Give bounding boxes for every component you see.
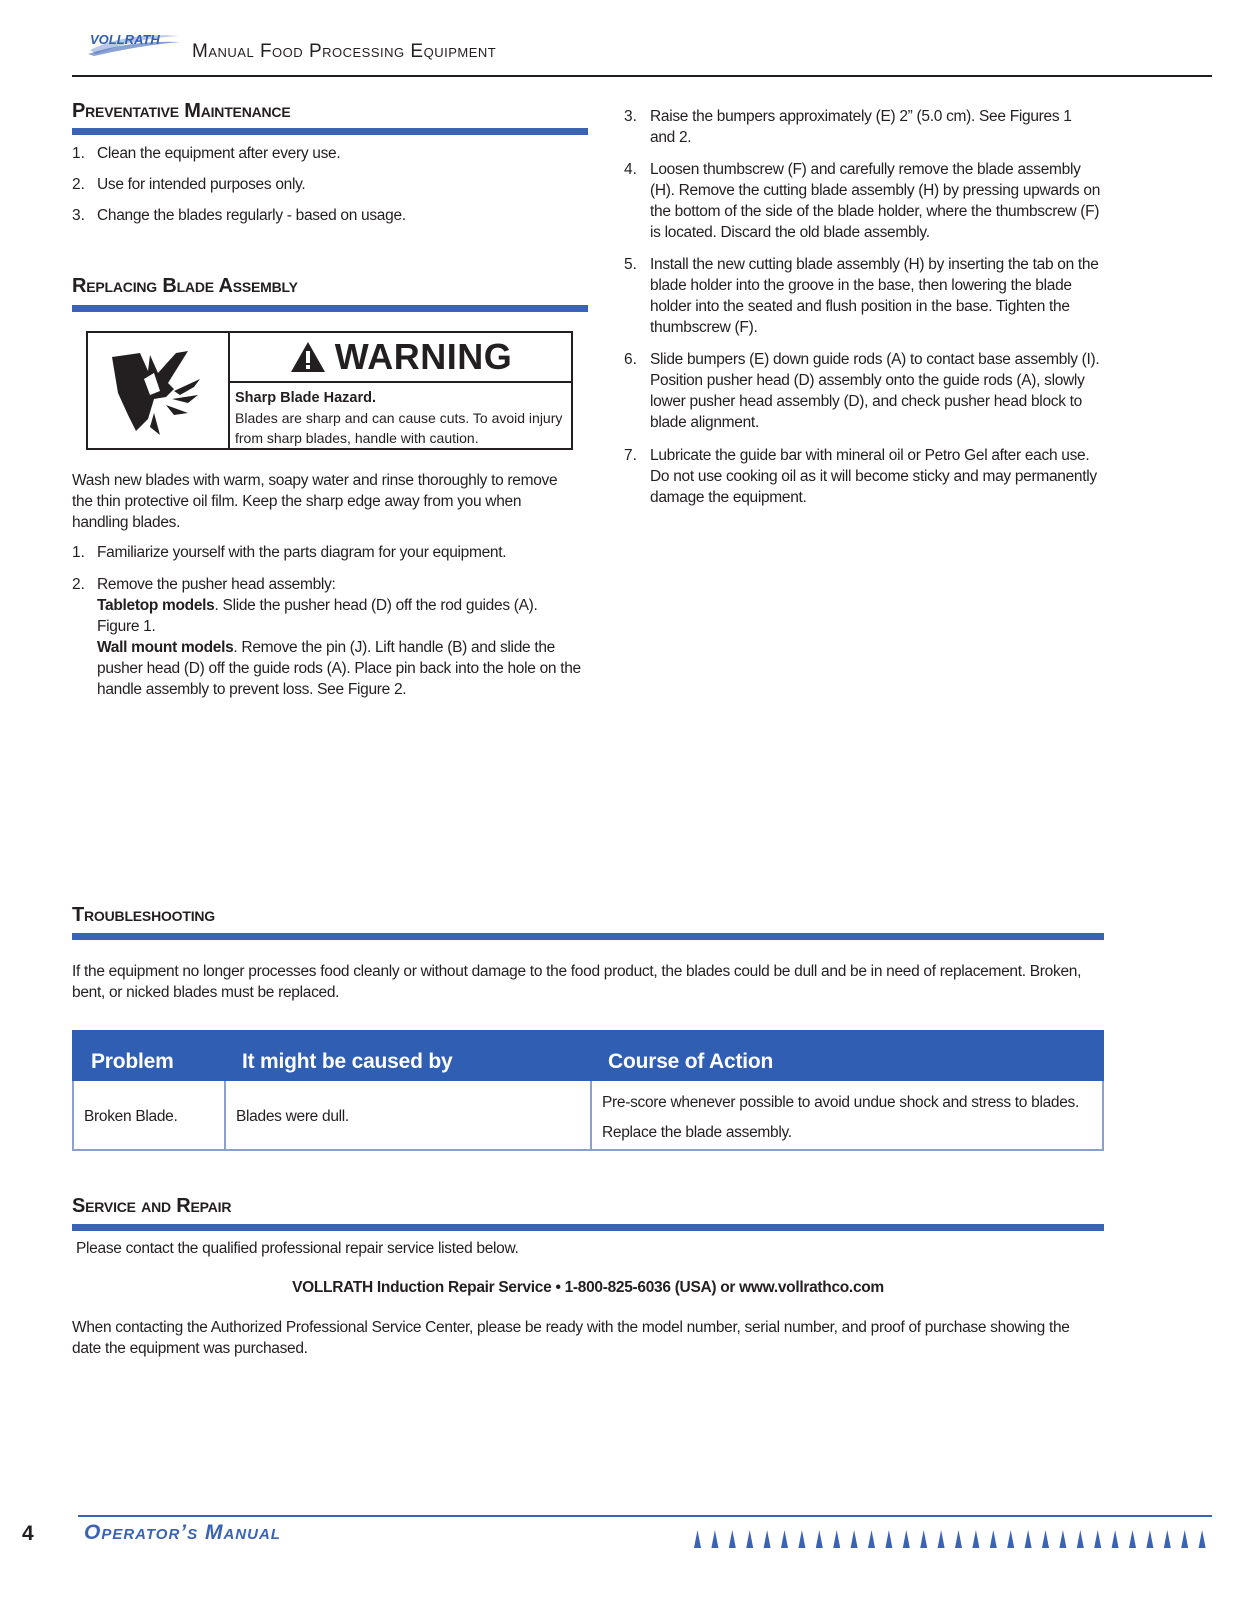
list-item: Change the blades regularly - based on usage. bbox=[97, 207, 406, 224]
list-item: Use for intended purposes only. bbox=[97, 176, 306, 193]
list-number: 3. bbox=[624, 108, 637, 125]
warning-header bbox=[230, 333, 571, 383]
list-item bbox=[97, 574, 581, 700]
wall-mount-text: . Remove the pin (J). Lift handle (B) and slide the pusher head (D) off the guide rods (A). Place pin back into the hole on the handle assembly to prevent loss. See Figure 2. bbox=[97, 639, 581, 698]
section-title-troubleshooting: Troubleshooting bbox=[72, 904, 215, 926]
list-item: Install the new cutting blade assembly (H) by inserting the tab on the blade holder into the groove in the base, then lowering the blade holder into the seated and flush position in the base. Tighten the thumbscrew (F). bbox=[650, 256, 1099, 336]
list-item: Slide bumpers (E) down guide rods (A) to contact base assembly (I). Position pusher head (D) assembly onto the guide rods (A), slowly lower pusher head assembly (D), and check pusher head block to blade alignment. bbox=[650, 351, 1100, 431]
footer-triangle bbox=[1077, 1530, 1084, 1548]
footer-triangle bbox=[1007, 1530, 1014, 1548]
footer-triangle bbox=[885, 1530, 892, 1548]
footer-triangle bbox=[972, 1530, 979, 1548]
column-divider bbox=[590, 1081, 592, 1149]
column-divider bbox=[224, 1081, 226, 1149]
footer-rule bbox=[78, 1515, 1212, 1517]
table-row bbox=[72, 1081, 1104, 1151]
footer-triangle bbox=[1164, 1530, 1171, 1548]
list-item: Raise the bumpers approximately (E) 2” (5.0 cm). See Figures 1 and 2. bbox=[650, 108, 1072, 146]
footer-triangle bbox=[816, 1530, 823, 1548]
list-number: 1. bbox=[72, 544, 85, 561]
cell-action: Replace the blade assembly. bbox=[602, 1124, 792, 1141]
footer-triangle bbox=[1112, 1530, 1119, 1548]
list-number: 7. bbox=[624, 447, 637, 464]
list-item: Loosen thumbscrew (F) and carefully remove the blade assembly (H). Remove the cutting blade assembly (H) by pressing upwards on the bottom of the side of the blade holder, where the thumbscrew (F) is located. Discard the old blade assembly. bbox=[650, 161, 1101, 241]
header-title: Manual Food Processing Equipment bbox=[192, 41, 497, 62]
page-number: 4 bbox=[22, 1522, 34, 1545]
footer-triangle bbox=[1129, 1530, 1136, 1548]
blade-intro-text: Wash new blades with warm, soapy water and rinse thoroughly to remove the thin protective oil film. Keep the sharp edge away from you when handling blades. bbox=[72, 472, 558, 531]
warning-triangle-icon bbox=[289, 340, 327, 374]
section-rule bbox=[72, 128, 588, 135]
footer-triangle bbox=[1059, 1530, 1066, 1548]
footer-triangle bbox=[833, 1530, 840, 1548]
section-title-replacing-blade: Replacing Blade Assembly bbox=[72, 275, 298, 297]
section-rule bbox=[72, 933, 1104, 940]
list-item: Clean the equipment after every use. bbox=[97, 145, 341, 162]
tabletop-label: Tabletop models bbox=[97, 597, 215, 614]
footer-triangle bbox=[764, 1530, 771, 1548]
list-number: 6. bbox=[624, 351, 637, 368]
list-number: 1. bbox=[72, 145, 85, 162]
section-title-service: Service and Repair bbox=[72, 1195, 232, 1217]
list-number: 5. bbox=[624, 256, 637, 273]
logo-text: VOLLRATH bbox=[90, 32, 160, 47]
footer-title: Operator’s Manual bbox=[84, 1521, 281, 1544]
warning-box bbox=[86, 331, 573, 450]
footer-triangle bbox=[1199, 1530, 1206, 1548]
column-header-action: Course of Action bbox=[608, 1050, 774, 1073]
section-title-preventative-maintenance: Preventative Maintenance bbox=[72, 100, 291, 122]
list-item: Lubricate the guide bar with mineral oil or Petro Gel after each use. Do not use cooking oil as it will become sticky and may permanently damage the equipment. bbox=[650, 447, 1097, 506]
column-header-problem: Problem bbox=[91, 1050, 174, 1073]
service-contact-info: VOLLRATH Induction Repair Service • 1-800-825-6036 (USA) or www.vollrathco.com bbox=[292, 1279, 884, 1296]
footer-triangle bbox=[746, 1530, 753, 1548]
step-text: Remove the pusher head assembly: bbox=[97, 576, 336, 593]
footer-triangle bbox=[903, 1530, 910, 1548]
footer-triangle bbox=[798, 1530, 805, 1548]
cell-action: Pre-score whenever possible to avoid undue shock and stress to blades. bbox=[602, 1094, 1080, 1111]
warning-icon-cell bbox=[88, 333, 230, 448]
footer-triangle bbox=[1094, 1530, 1101, 1548]
troubleshooting-table bbox=[72, 1030, 1104, 1151]
footer-triangle bbox=[920, 1530, 927, 1548]
footer-triangle bbox=[694, 1530, 701, 1548]
footer-triangle bbox=[729, 1530, 736, 1548]
footer-triangle bbox=[1042, 1530, 1049, 1548]
service-contact-intro: Please contact the qualified professional repair service listed below. bbox=[76, 1240, 519, 1257]
header-rule bbox=[72, 75, 1212, 77]
warning-word: WARNING bbox=[334, 336, 513, 377]
footer-triangle bbox=[990, 1530, 997, 1548]
footer-triangle bbox=[1025, 1530, 1032, 1548]
hazard-text: Blades are sharp and can cause cuts. To avoid injury from sharp blades, handle with caution. bbox=[235, 410, 563, 446]
footer-triangle bbox=[955, 1530, 962, 1548]
footer-triangle bbox=[938, 1530, 945, 1548]
cut-hand-hazard-icon bbox=[88, 333, 228, 448]
footer-triangle bbox=[781, 1530, 788, 1548]
section-rule bbox=[72, 305, 588, 312]
footer-triangle bbox=[851, 1530, 858, 1548]
service-instructions: When contacting the Authorized Professional Service Center, please be ready with the model number, serial number, and proof of purchase showing the date the equipment was purchased. bbox=[72, 1319, 1070, 1357]
hazard-title: Sharp Blade Hazard. bbox=[235, 390, 377, 406]
footer-triangle bbox=[868, 1530, 875, 1548]
list-item: Familiarize yourself with the parts diagram for your equipment. bbox=[97, 544, 507, 561]
list-number: 2. bbox=[72, 176, 85, 193]
list-number: 3. bbox=[72, 207, 85, 224]
tabletop-text: . Slide the pusher head (D) off the rod guides (A). Figure 1. bbox=[97, 597, 538, 635]
cell-problem: Broken Blade. bbox=[84, 1108, 178, 1125]
table-header bbox=[72, 1030, 1104, 1081]
wall-mount-label: Wall mount models bbox=[97, 639, 234, 656]
cell-cause: Blades were dull. bbox=[236, 1108, 349, 1125]
footer-triangle bbox=[1146, 1530, 1153, 1548]
wall-mount-instructions bbox=[97, 637, 581, 700]
troubleshooting-intro: If the equipment no longer processes food cleanly or without damage to the food product, the blades could be dull and be in need of replacement. Broken, bent, or nicked blades must be replaced. bbox=[72, 963, 1082, 1001]
vollrath-logo bbox=[86, 30, 182, 56]
tabletop-instructions bbox=[97, 595, 581, 637]
column-header-cause: It might be caused by bbox=[242, 1050, 453, 1073]
list-number: 2. bbox=[72, 576, 85, 593]
footer-triangle bbox=[1181, 1530, 1188, 1548]
footer-triangle bbox=[711, 1530, 718, 1548]
list-number: 4. bbox=[624, 161, 637, 178]
section-rule bbox=[72, 1224, 1104, 1231]
footer-decoration bbox=[690, 1530, 1210, 1548]
